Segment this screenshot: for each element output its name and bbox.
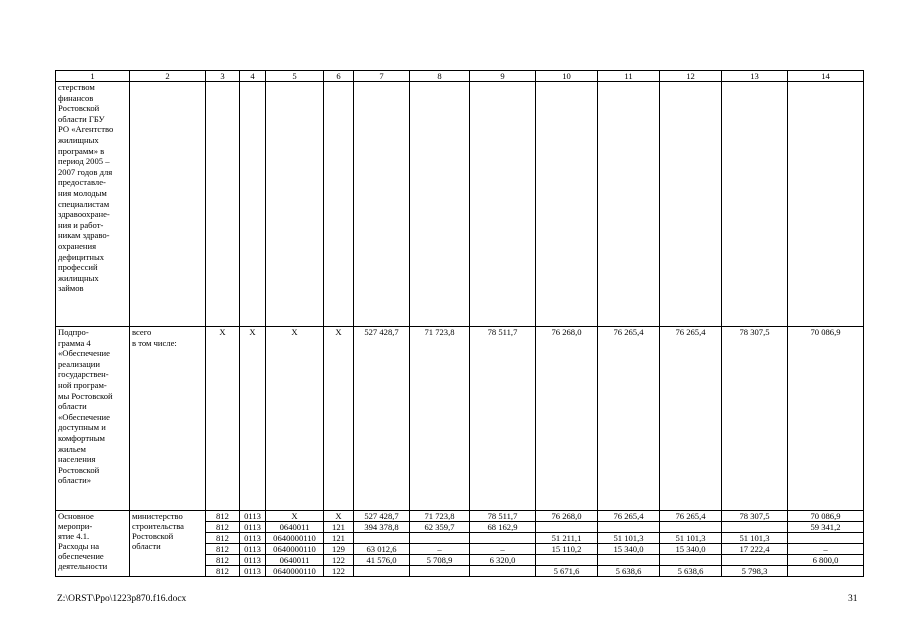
activity-4-1-cell [722,555,788,566]
subprogram-4-row [56,327,864,511]
activity-4-1-cell [470,533,536,544]
activity-4-1-cell: 41 576,0 [354,555,410,566]
activity-4-1-cell: 78 307,5 [722,511,788,522]
activity-4-1-cell [660,555,722,566]
activity-4-1-cell: 129 [324,544,354,555]
activity-4-1-cell: 5 671,6 [536,566,598,577]
activity-4-1-cell: 5 638,6 [660,566,722,577]
column-header-10: 10 [536,71,598,82]
column-header-2: 2 [130,71,206,82]
subprogram-4-cell: 527 428,7 [354,327,410,511]
activity-4-1-cell [410,533,470,544]
subprogram-4-cell: X [240,327,266,511]
column-header-1: 1 [56,71,130,82]
column-header-5: 5 [266,71,324,82]
activity-4-1-cell: 5 708,9 [410,555,470,566]
activity-4-1-cell: X [324,511,354,522]
subprogram-4-cell: 71 723,8 [410,327,470,511]
activity-4-1-cell: 527 428,7 [354,511,410,522]
subprogram-4-cell: 70 086,9 [788,327,864,511]
column-header-13: 13 [722,71,788,82]
activity-4-1-cell: 76 265,4 [598,511,660,522]
activity-4-1-cell [354,566,410,577]
activity-4-1-cell: X [266,511,324,522]
activity-4-1-cell: 0113 [240,555,266,566]
activity-4-1-cell: 394 378,8 [354,522,410,533]
column-header-4: 4 [240,71,266,82]
activity-4-1-cell: 5 638,6 [598,566,660,577]
activity-4-1-cell: 63 012,6 [354,544,410,555]
activity-4-1-cell: 121 [324,533,354,544]
column-header-14: 14 [788,71,864,82]
activity-4-1-cell: 812 [206,522,240,533]
activity-4-1-cell: 71 723,8 [410,511,470,522]
activity-4-1-executor: министерство строительства Ростовской области [130,511,206,577]
activity-4-1-cell: 51 101,3 [598,533,660,544]
activity-4-1-cell [660,522,722,533]
activity-4-1-cell [722,522,788,533]
activity-4-1-cell [536,555,598,566]
activity-4-1-cell: 812 [206,566,240,577]
subprogram-4-executor: всего в том числе: [130,327,206,511]
activity-4-1-cell: 62 359,7 [410,522,470,533]
budget-table [55,70,864,577]
activity-4-1-cell: 0113 [240,566,266,577]
activity-4-1-cell: 122 [324,566,354,577]
activity-4-1-cell: 51 101,3 [660,533,722,544]
activity-4-1-cell: 0640011 [266,522,324,533]
subprogram-4-cell: X [206,327,240,511]
activity-4-1-cell [470,566,536,577]
column-header-8: 8 [410,71,470,82]
activity-4-1-cell: 59 341,2 [788,522,864,533]
activity-4-1-cell [354,533,410,544]
activity-4-1-cell: 122 [324,555,354,566]
activity-4-1-cell: 70 086,9 [788,511,864,522]
activity-4-1-cell: 0113 [240,522,266,533]
activity-4-1-cell: 68 162,9 [470,522,536,533]
column-header-7: 7 [354,71,410,82]
activity-4-1-cell: 5 798,3 [722,566,788,577]
column-header-11: 11 [598,71,660,82]
activity-4-1-cell [788,533,864,544]
activity-4-1-cell: 17 222,4 [722,544,788,555]
activity-4-1-cell: 51 211,1 [536,533,598,544]
footer-path: Z:\ORST\Ppo\1223p870.f16.docx [57,594,187,604]
activity-4-1-cell: – [788,544,864,555]
activity-4-1-cell: 78 511,7 [470,511,536,522]
activity-4-1-cell: 0640011 [266,555,324,566]
activity-4-1-cell [598,522,660,533]
activity-4-1-cell: 15 340,0 [598,544,660,555]
continued-description: стерством финансов Ростовской области ГБУ РО «Агентство жилищных программ» в период 2005 – 2007 годов для предоставле- ния молодым специалистам здравоохране- ния и работ- никам здраво- охранения дефицитных профессий жилищных займов [56,82,130,327]
activity-4-1-cell: 812 [206,511,240,522]
subprogram-4-cell: 78 511,7 [470,327,536,511]
activity-4-1-cell: 0640000110 [266,544,324,555]
activity-4-1-cell: 812 [206,533,240,544]
activity-4-1-line [56,511,864,522]
activity-4-1-cell: 76 268,0 [536,511,598,522]
activity-4-1-cell: 15 110,2 [536,544,598,555]
column-header-3: 3 [206,71,240,82]
activity-4-1-cell: 0113 [240,511,266,522]
subprogram-4-cell: X [266,327,324,511]
activity-4-1-cell: 0113 [240,544,266,555]
activity-4-1-cell: 812 [206,555,240,566]
subprogram-4-cell: 78 307,5 [722,327,788,511]
activity-4-1-cell: 51 101,3 [722,533,788,544]
page-number: 31 [848,594,858,604]
activity-4-1-title: Основное меропри- ятие 4.1. Расходы на обеспечение деятельности [56,511,130,577]
header-row [56,71,864,82]
activity-4-1-cell: – [410,544,470,555]
activity-4-1-cell: – [470,544,536,555]
activity-4-1-cell: 0113 [240,533,266,544]
activity-4-1-cell [410,566,470,577]
subprogram-4-cell: 76 265,4 [660,327,722,511]
subprogram-4-cell: 76 265,4 [598,327,660,511]
continued-row [56,82,864,327]
activity-4-1-cell: 0640000110 [266,566,324,577]
activity-4-1-cell [788,566,864,577]
activity-4-1-cell: 6 800,0 [788,555,864,566]
activity-4-1-cell: 15 340,0 [660,544,722,555]
activity-4-1-cell: 76 265,4 [660,511,722,522]
activity-4-1-cell [598,555,660,566]
activity-4-1-cell: 812 [206,544,240,555]
column-header-12: 12 [660,71,722,82]
subprogram-4-cell: X [324,327,354,511]
activity-4-1-cell: 6 320,0 [470,555,536,566]
activity-4-1-cell [536,522,598,533]
column-header-6: 6 [324,71,354,82]
subprogram-4-title: Подпро- грамма 4 «Обеспечение реализации государствен- ной програм- мы Ростовской области «Обеспечение доступным и комфортным жильем населения Ростовской области» [56,327,130,511]
activity-4-1-cell: 0640000110 [266,533,324,544]
column-header-9: 9 [470,71,536,82]
subprogram-4-cell: 76 268,0 [536,327,598,511]
activity-4-1-cell: 121 [324,522,354,533]
